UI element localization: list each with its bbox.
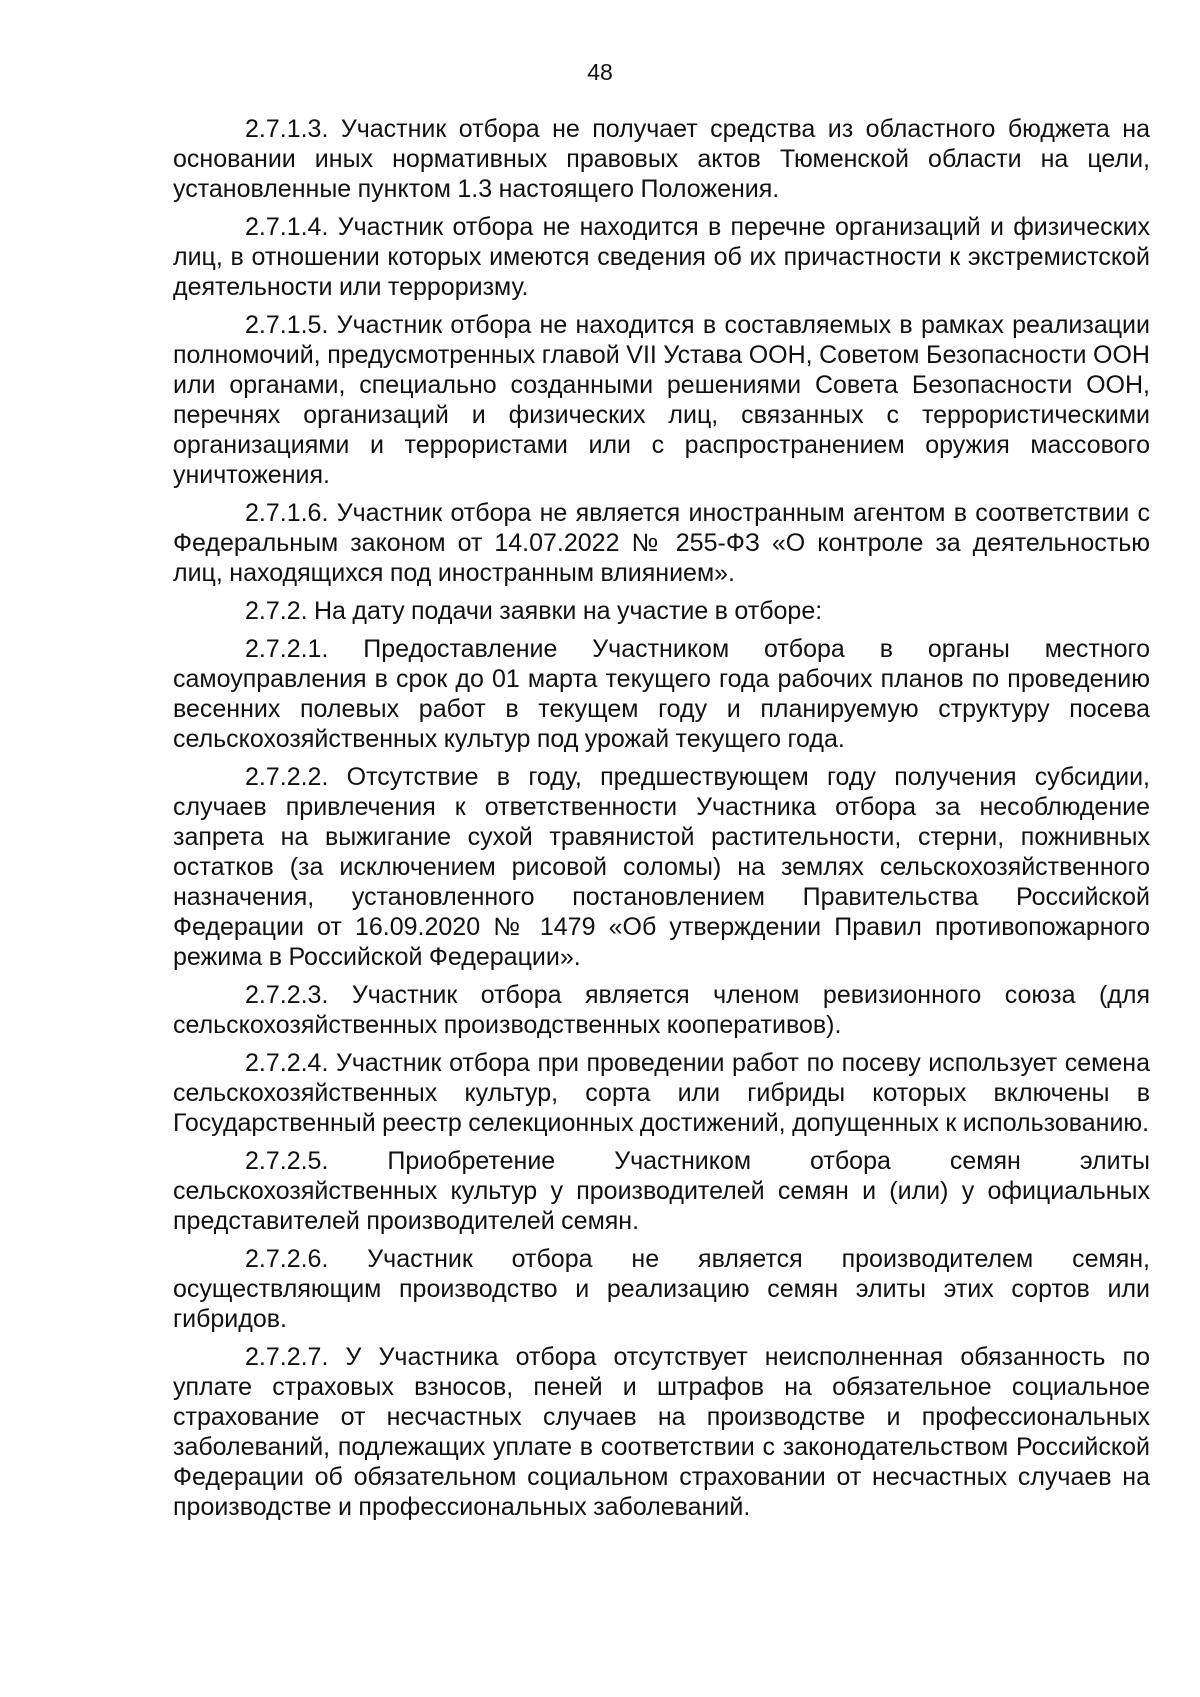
paragraph-2-7-1-6: 2.7.1.6. Участник отбора не является иностранным агентом в соответствии с Федеральным законом от 14.07.2022 № 255-ФЗ «О контроле за деятельностью лиц, находящихся под иностранным влиянием». [173, 499, 1150, 587]
paragraph-2-7-2-1: 2.7.2.1. Предоставление Участником отбора в органы местного самоуправления в срок до 01 марта текущего года рабочих планов по проведению весенних полевых работ в текущем году и планируемую структуру посева сельскохозяйственных культур под урожай текущего года. [173, 635, 1150, 753]
paragraph-2-7-2-2: 2.7.2.2. Отсутствие в году, предшествующем году получения субсидии, случаев привлечения к ответственности Участника отбора за несоблюдение запрета на выжигание сухой травянистой растительности, стерни, пожнивных остатков (за исключением рисовой соломы) на землях сельскохозяйственного назначения, установленного постановлением Правительства Российской Федерации от 16.09.2020 № 1479 «Об утверждении Правил противопожарного режима в Российской Федерации». [173, 763, 1150, 971]
paragraph-2-7-2: 2.7.2. На дату подачи заявки на участие в отборе: [245, 597, 823, 625]
paragraph-2-7-2-6: 2.7.2.6. Участник отбора не является производителем семян, осуществляющим производство и реализацию семян элиты этих сортов или гибридов. [173, 1245, 1150, 1333]
document-body [173, 114, 1150, 1530]
paragraph-2-7-2-4: 2.7.2.4. Участник отбора при проведении работ по посеву использует семена сельскохозяйственных культур, сорта или гибриды которых включены в Государственный реестр селекционных достижений, допущенных к использованию. [173, 1049, 1150, 1137]
paragraph-2-7-2-5: 2.7.2.5. Приобретение Участником отбора семян элиты сельскохозяйственных культур у производителей семян и (или) у официальных представителей производителей семян. [173, 1147, 1150, 1235]
paragraph-2-7-1-5: 2.7.1.5. Участник отбора не находится в составляемых в рамках реализации полномочий, предусмотренных главой VII Устава ООН, Советом Безопасности ООН или органами, специально созданными решениями Совета Безопасности ООН, перечнях организаций и физических лиц, связанных с террористическими организациями и террористами или с распространением оружия массового уничтожения. [173, 311, 1150, 489]
paragraph-2-7-2-7: 2.7.2.7. У Участника отбора отсутствует неисполненная обязанность по уплате страховых взносов, пеней и штрафов на обязательное социальное страхование от несчастных случаев на производстве и профессиональных заболеваний, подлежащих уплате в соответствии с законодательством Российской Федерации об обязательном социальном страховании от несчастных случаев на производстве и профессиональных заболеваний. [173, 1343, 1150, 1521]
paragraph-2-7-2-3: 2.7.2.3. Участник отбора является членом ревизионного союза (для сельскохозяйственных производственных кооперативов). [173, 981, 1150, 1039]
page-number: 48 [587, 59, 613, 85]
paragraph-2-7-1-4: 2.7.1.4. Участник отбора не находится в перечне организаций и физических лиц, в отношении которых имеются сведения об их причастности к экстремистской деятельности или терроризму. [173, 213, 1150, 301]
paragraph-2-7-1-3: 2.7.1.3. Участник отбора не получает средства из областного бюджета на основании иных нормативных правовых актов Тюменской области на цели, установленные пунктом 1.3 настоящего Положения. [173, 115, 1150, 203]
